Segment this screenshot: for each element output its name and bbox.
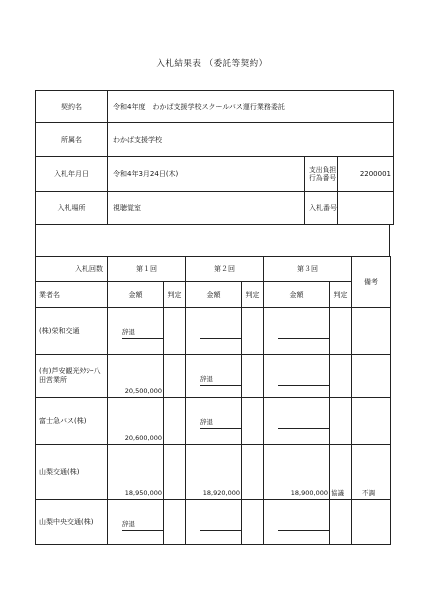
round2-amount <box>186 398 242 445</box>
bidder-name: 山梨中央交通(株) <box>36 500 108 545</box>
document-title: 入札結果表 （委託等契約） <box>156 59 268 69</box>
department-value: わかば支援学校 <box>108 123 394 157</box>
round3-amount <box>264 500 330 545</box>
round3-amount <box>264 308 330 355</box>
bid-place-row <box>36 192 394 225</box>
remarks-text: 不調 <box>362 489 375 497</box>
bid-amount: 18,920,000 <box>202 489 240 497</box>
judgment-text: 協議 <box>331 489 344 497</box>
bidder-row <box>36 445 391 500</box>
budget-number-label <box>305 157 338 192</box>
remarks-header: 備考 <box>352 257 391 308</box>
round2-judgment <box>242 500 264 545</box>
withdrawn-text: 辞退 <box>122 520 135 528</box>
round3-header: 第３回 <box>264 257 352 282</box>
round2-judgment-header: 判定 <box>242 282 264 308</box>
bid-amount: 18,900,000 <box>290 489 328 497</box>
bidder-name: (株)栄和交通 <box>36 308 108 355</box>
round1-judgment <box>164 445 186 500</box>
contract-name-row <box>36 91 394 123</box>
withdrawn-text: 辞退 <box>200 375 213 383</box>
header-row-rounds <box>36 257 391 282</box>
contract-name-value: 令和4年度 わかば支援学校スクールバス運行業務委託 <box>108 91 394 123</box>
round3-judgment <box>330 500 352 545</box>
budget-label-line1: 支出負担 <box>309 165 337 174</box>
round2-amount <box>186 355 242 398</box>
remarks-cell <box>352 500 391 545</box>
round3-judgment <box>330 398 352 445</box>
withdrawn-cell <box>278 320 330 339</box>
bid-number-label: 入札番号 <box>305 192 338 225</box>
department-row <box>36 123 394 157</box>
remarks-cell <box>352 445 391 500</box>
round2-amount <box>186 308 242 355</box>
round3-judgment <box>330 308 352 355</box>
round1-amount <box>108 355 164 398</box>
round1-amount <box>108 500 164 545</box>
round1-amount <box>108 445 164 500</box>
remarks-cell <box>352 398 391 445</box>
round2-judgment <box>242 355 264 398</box>
withdrawn-text: 辞退 <box>122 328 135 336</box>
bidder-name: 山梨交通(株) <box>36 445 108 500</box>
round3-amount <box>264 445 330 500</box>
bid-date-row <box>36 157 394 192</box>
withdrawn-cell <box>278 410 330 429</box>
bidder-row <box>36 500 391 545</box>
bid-results-table <box>35 256 391 545</box>
round1-amount-header: 金額 <box>108 282 164 308</box>
round3-judgment <box>330 355 352 398</box>
round3-amount <box>264 398 330 445</box>
budget-label-line2: 行為番号 <box>309 174 337 182</box>
bidder-name: (有)芦安観光ﾀｸｼｰ八田営業所 <box>36 355 108 398</box>
bid-amount: 20,600,000 <box>124 434 162 442</box>
budget-number-value: 2200001 <box>338 157 394 192</box>
round2-judgment <box>242 308 264 355</box>
department-label: 所属名 <box>36 123 108 157</box>
bidder-label: 業者名 <box>36 282 108 308</box>
round2-judgment <box>242 445 264 500</box>
header-row-columns <box>36 282 391 308</box>
spacer-area <box>35 225 390 256</box>
withdrawn-cell <box>200 367 242 386</box>
round2-amount <box>186 445 242 500</box>
round1-judgment <box>164 500 186 545</box>
bid-place-label: 入札場所 <box>36 192 108 225</box>
round3-judgment-header: 判定 <box>330 282 352 308</box>
round1-header: 第１回 <box>108 257 186 282</box>
round1-judgment <box>164 308 186 355</box>
round3-amount-header: 金額 <box>264 282 330 308</box>
withdrawn-cell <box>122 512 164 531</box>
withdrawn-text: 辞退 <box>200 418 213 426</box>
withdrawn-cell <box>278 512 330 531</box>
round1-amount <box>108 308 164 355</box>
remarks-cell <box>352 355 391 398</box>
bidder-name: 富士急バス(株) <box>36 398 108 445</box>
bid-amount: 20,500,000 <box>124 387 162 395</box>
withdrawn-cell <box>278 367 330 386</box>
round1-judgment <box>164 355 186 398</box>
round2-amount-header: 金額 <box>186 282 242 308</box>
contract-name-label: 契約名 <box>36 91 108 123</box>
bid-date-value: 令和4年3月24日(木) <box>108 157 305 192</box>
withdrawn-cell <box>200 320 242 339</box>
withdrawn-cell <box>200 410 242 429</box>
round1-judgment <box>164 398 186 445</box>
round2-amount <box>186 500 242 545</box>
rounds-label: 入札回数 <box>36 257 108 282</box>
bid-amount: 18,950,000 <box>124 489 162 497</box>
round2-judgment <box>242 398 264 445</box>
bidder-row <box>36 398 391 445</box>
withdrawn-cell <box>200 512 242 531</box>
round2-header: 第２回 <box>186 257 264 282</box>
bid-date-label: 入札年月日 <box>36 157 108 192</box>
round3-amount <box>264 355 330 398</box>
remarks-cell <box>352 308 391 355</box>
bid-number-value <box>338 192 394 225</box>
contract-info-table <box>35 90 394 225</box>
bidder-row <box>36 355 391 398</box>
withdrawn-cell <box>122 320 164 339</box>
round1-judgment-header: 判定 <box>164 282 186 308</box>
bidder-row <box>36 308 391 355</box>
bid-place-value: 視聴覚室 <box>108 192 305 225</box>
round1-amount <box>108 398 164 445</box>
round3-judgment <box>330 445 352 500</box>
